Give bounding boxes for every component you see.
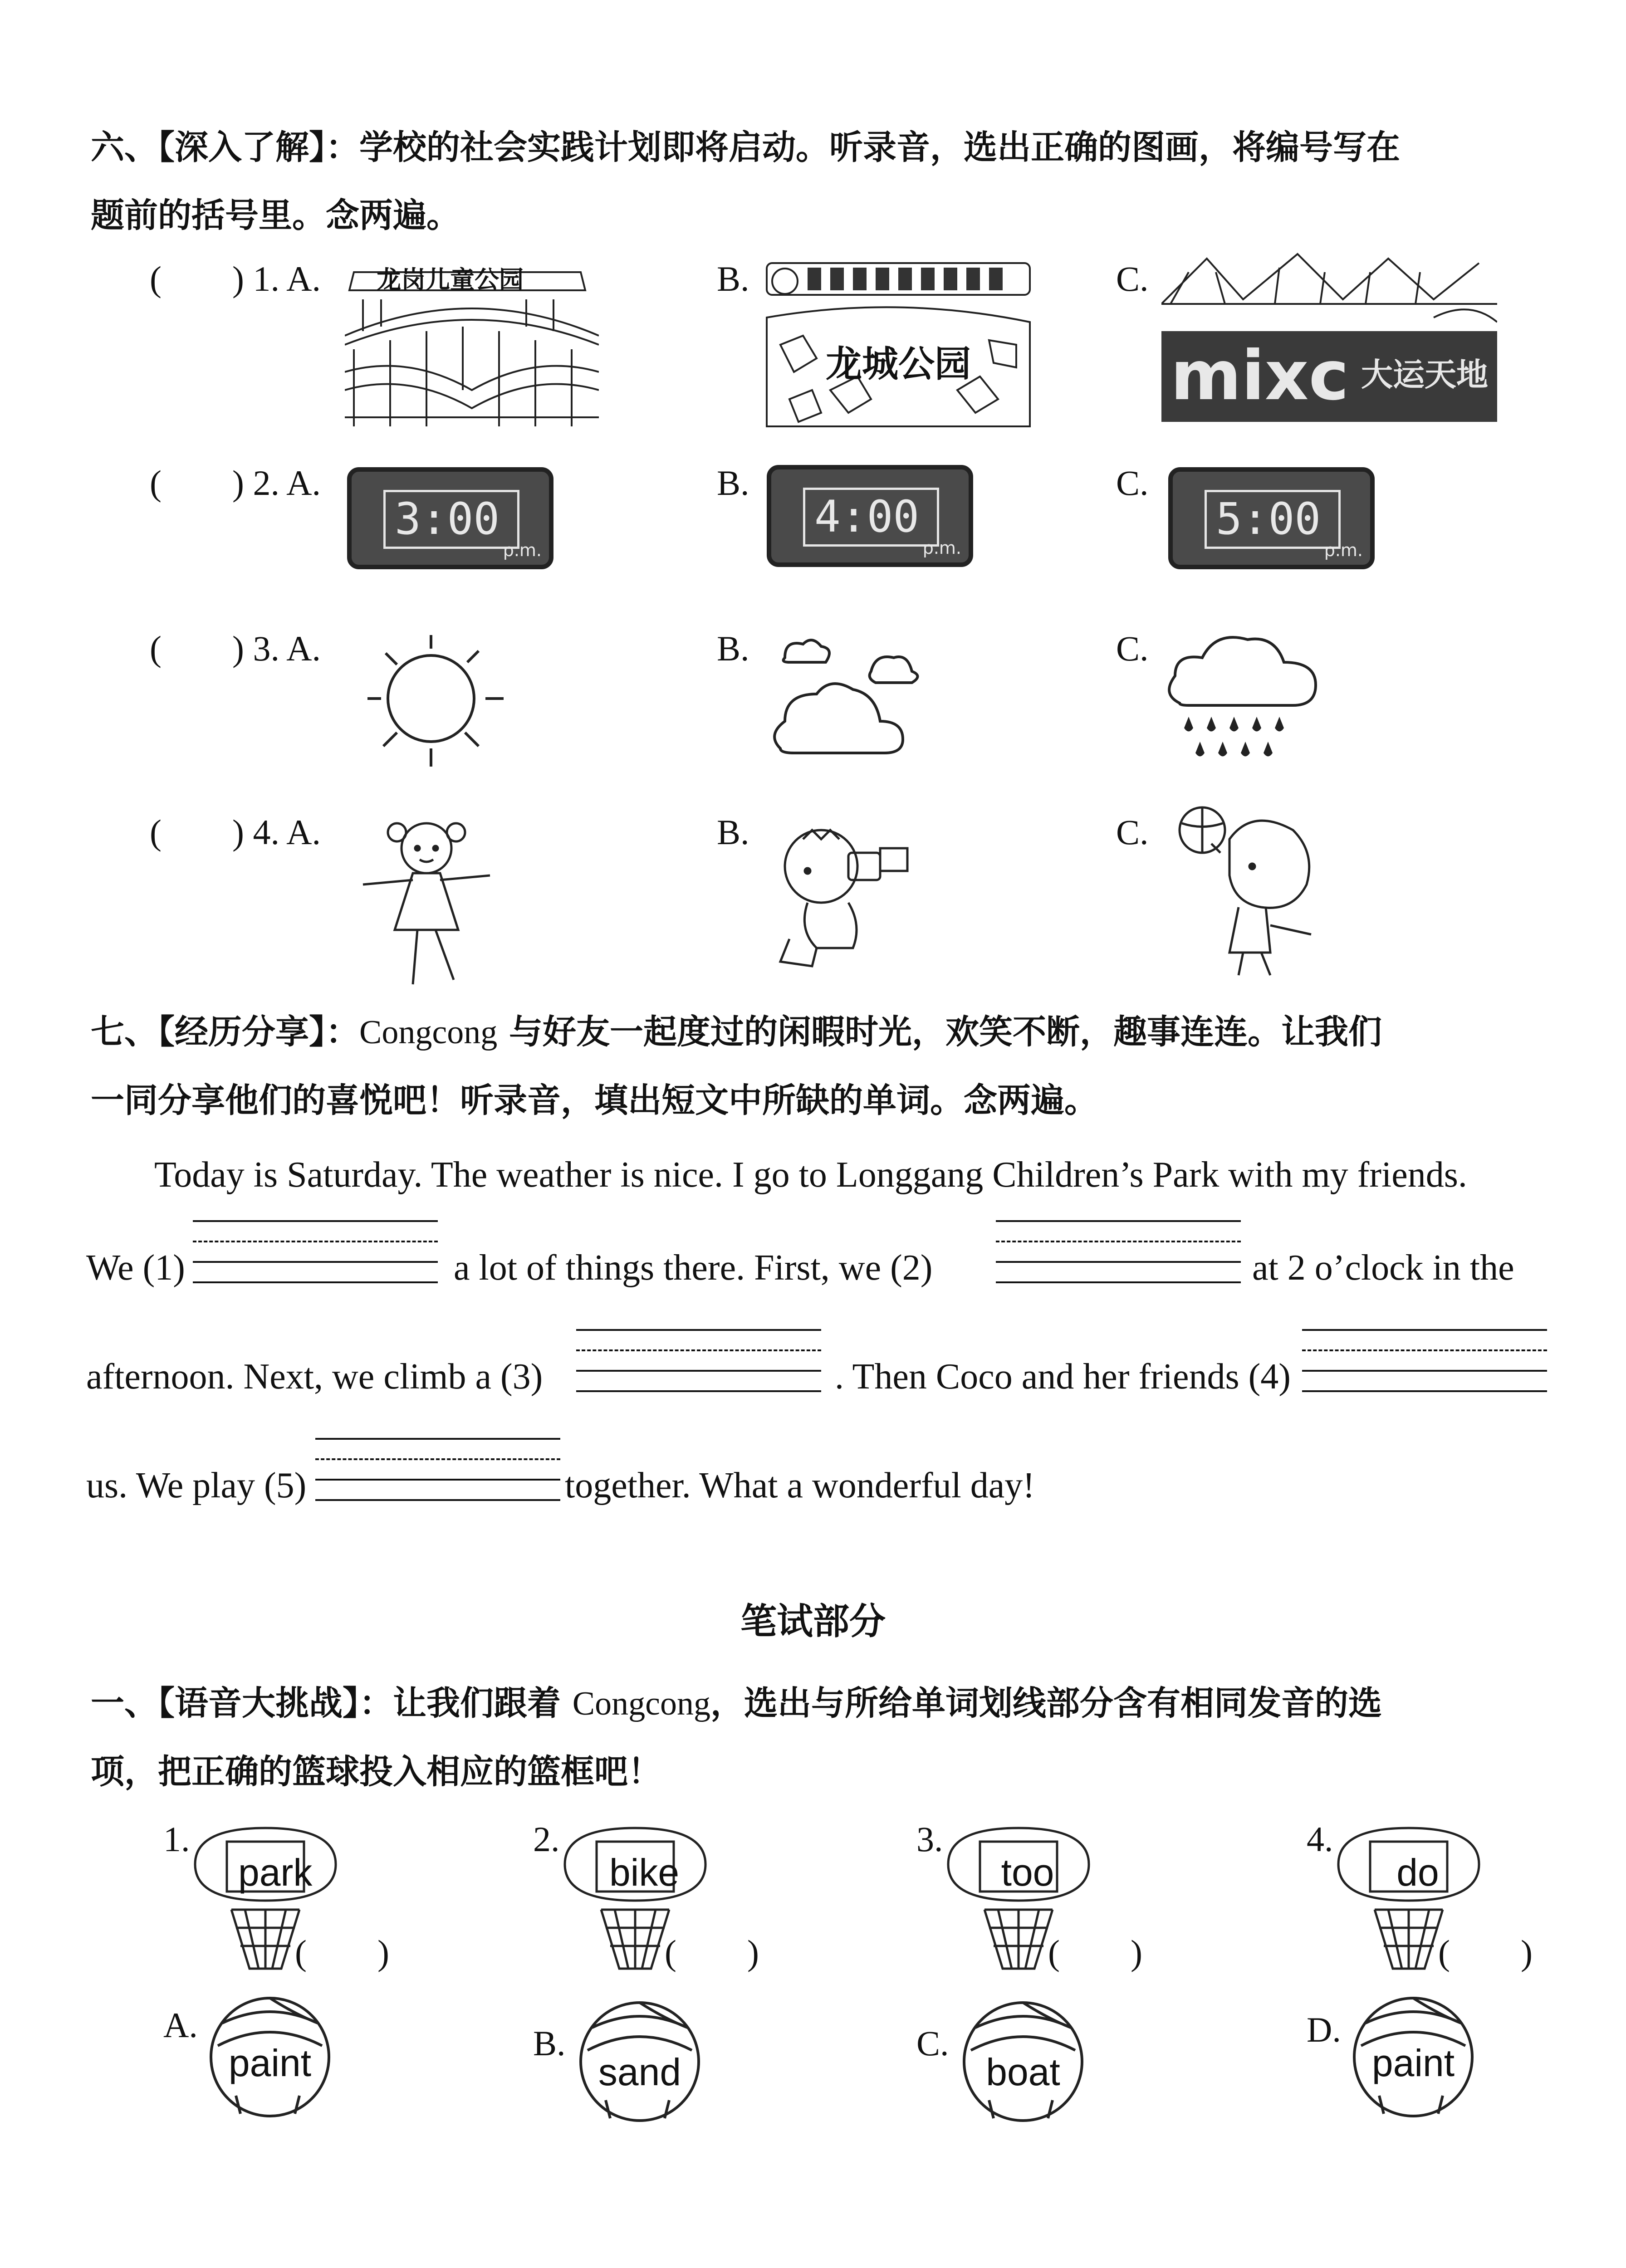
written-q1-line2: 项，把正确的篮球投入相应的篮框吧！ bbox=[91, 1752, 661, 1791]
section7-heading-name: Congcong bbox=[359, 1014, 498, 1051]
section6-heading-line1: 六、【深入了解】：学校的社会实践计划即将启动。听录音，选出正确的图画，将编号写在 bbox=[91, 128, 1400, 167]
passage-line4b: together. What a wonderful day! bbox=[565, 1466, 1035, 1505]
hoop-2-answer[interactable]: ( ) bbox=[665, 1933, 759, 1972]
hoop-number: 2. bbox=[533, 1819, 560, 1859]
cloudy-icon[interactable] bbox=[767, 631, 930, 767]
hoop-word: do bbox=[1396, 1851, 1439, 1894]
q6-3-option-c-label: C. bbox=[1116, 629, 1149, 668]
hoop-word: too bbox=[1001, 1851, 1054, 1894]
q6-3-option-a-label: 3. A. bbox=[253, 629, 321, 668]
answer-paren[interactable]: ( ) bbox=[150, 463, 244, 503]
written-q1-name: Congcong bbox=[572, 1685, 710, 1722]
ball-a[interactable] bbox=[163, 1991, 367, 2141]
svg-text:mixc: mixc bbox=[1171, 337, 1349, 415]
q6-2-row bbox=[150, 463, 321, 503]
passage-line2c: at 2 o’clock in the bbox=[1252, 1248, 1514, 1288]
passage-line2b: a lot of things there. First, we (2) bbox=[454, 1248, 933, 1288]
hoop-number: 3. bbox=[916, 1819, 943, 1859]
ball-word: paint bbox=[1371, 2042, 1455, 2084]
clock-3pm[interactable] bbox=[347, 467, 553, 569]
q6-4-option-c-label: C. bbox=[1116, 812, 1149, 852]
q6-1-option-a-label: 1. A. bbox=[253, 259, 321, 298]
svg-text:大运天地: 大运天地 bbox=[1361, 356, 1488, 393]
section6-heading-line2: 题前的括号里。念两遍。 bbox=[91, 196, 460, 235]
ball-word: sand bbox=[598, 2051, 681, 2093]
section7-heading-prefix: 七、【经历分享】： bbox=[91, 1012, 359, 1051]
hoop-word: bike bbox=[609, 1851, 680, 1894]
q6-1-option-b-label: B. bbox=[717, 259, 749, 298]
section7-heading-rest: 与好友一起度过的闲暇时光，欢笑不断，趣事连连。让我们 bbox=[497, 1012, 1382, 1051]
park-sign-b: 龙城公园 bbox=[826, 343, 971, 385]
dancing-girl-icon[interactable] bbox=[354, 812, 504, 993]
clock-suffix: p.m. bbox=[503, 540, 542, 560]
hoop-number: 4. bbox=[1307, 1819, 1333, 1859]
answer-paren[interactable]: ( ) bbox=[150, 812, 244, 852]
blank-3[interactable] bbox=[576, 1329, 821, 1397]
rainy-icon[interactable] bbox=[1161, 621, 1334, 767]
passage-line3a: afternoon. Next, we climb a (3) bbox=[86, 1357, 543, 1397]
clock-suffix: p.m. bbox=[1324, 540, 1363, 560]
park-sign-a: 龙岗儿童公园 bbox=[377, 265, 524, 294]
ball-letter: D. bbox=[1307, 2010, 1341, 2049]
ball-letter: C. bbox=[916, 2024, 949, 2063]
q6-2-option-a-label: 2. A. bbox=[253, 463, 321, 503]
written-section-title: 笔试部分 bbox=[740, 1600, 886, 1642]
q6-4-option-a-label: 4. A. bbox=[253, 812, 321, 852]
q6-4-option-b-label: B. bbox=[717, 812, 749, 852]
longgang-park-sketch[interactable] bbox=[345, 254, 599, 431]
answer-paren[interactable]: ( ) bbox=[150, 259, 244, 298]
clock-time: 4:00 bbox=[803, 488, 939, 547]
basketball-player-icon[interactable] bbox=[1161, 798, 1334, 980]
answer-paren[interactable]: ( ) bbox=[150, 629, 244, 668]
q6-2-option-c-label: C. bbox=[1116, 463, 1149, 503]
blank-1[interactable] bbox=[193, 1220, 438, 1288]
blank-2[interactable] bbox=[996, 1220, 1241, 1288]
clock-time: 5:00 bbox=[1205, 490, 1341, 549]
clock-suffix: p.m. bbox=[922, 538, 961, 558]
section7-heading bbox=[91, 998, 1543, 1134]
ball-letter: B. bbox=[533, 2024, 566, 2063]
section6-heading bbox=[91, 113, 1543, 249]
q6-1-option-c-label: C. bbox=[1116, 259, 1149, 298]
q6-4-row bbox=[150, 812, 321, 853]
passage-line4a: us. We play (5) bbox=[86, 1466, 307, 1505]
ball-word: boat bbox=[986, 2051, 1060, 2093]
q6-2-option-b-label: B. bbox=[717, 463, 749, 503]
blank-5[interactable] bbox=[315, 1438, 560, 1506]
ball-word: paint bbox=[228, 2042, 312, 2084]
clock-time: 3:00 bbox=[383, 490, 519, 549]
passage-line2a: We (1) bbox=[86, 1248, 185, 1288]
q6-3-option-b-label: B. bbox=[717, 629, 749, 668]
ball-letter: A. bbox=[163, 2005, 198, 2045]
q6-3-row bbox=[150, 628, 321, 669]
ball-c[interactable] bbox=[916, 1991, 1121, 2141]
ball-d[interactable] bbox=[1307, 1991, 1511, 2141]
photographer-boy-icon[interactable] bbox=[762, 812, 926, 975]
passage-line1: Today is Saturday. The weather is nice. I go to Longgang Children’s Park with my friends. bbox=[154, 1155, 1467, 1195]
passage-line3b: . Then Coco and her friends (4) bbox=[835, 1357, 1291, 1397]
blank-4[interactable] bbox=[1302, 1329, 1547, 1397]
sunny-icon[interactable] bbox=[354, 617, 517, 780]
hoop-3-answer[interactable]: ( ) bbox=[1048, 1933, 1142, 1972]
hoop-4-answer[interactable]: ( ) bbox=[1438, 1933, 1533, 1972]
hoop-number: 1. bbox=[163, 1819, 190, 1859]
hoop-word: park bbox=[238, 1851, 313, 1894]
longcheng-park-sketch[interactable] bbox=[762, 254, 1034, 431]
q6-1-row bbox=[150, 259, 321, 299]
written-q1-rest: ，选出与所给单词划线部分含有相同发音的选 bbox=[710, 1684, 1382, 1723]
written-q1-heading bbox=[91, 1669, 1543, 1806]
clock-4pm[interactable] bbox=[767, 465, 973, 567]
hoop-1-answer[interactable]: ( ) bbox=[295, 1933, 389, 1972]
mixc-mall-sketch[interactable] bbox=[1161, 245, 1497, 426]
clock-5pm[interactable] bbox=[1168, 467, 1375, 569]
section7-heading-line2: 一同分享他们的喜悦吧！听录音，填出短文中所缺的单词。念两遍。 bbox=[91, 1081, 1098, 1120]
written-q1-prefix: 一、【语音大挑战】：让我们跟着 bbox=[91, 1684, 573, 1723]
ball-b[interactable] bbox=[533, 1991, 737, 2141]
